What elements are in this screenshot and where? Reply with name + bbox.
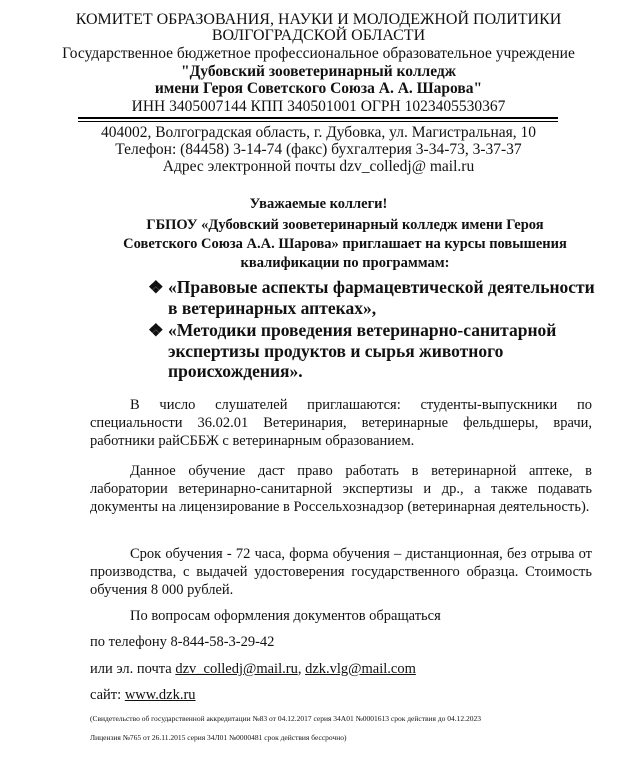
contacts-heading: По вопросам оформления документов обращаться xyxy=(130,608,441,624)
program-title: «Правовые аспекты фармацевтической деятельности в ветеринарных аптеках», xyxy=(168,277,595,318)
email-link-2[interactable]: dzk.vlg@mail.com xyxy=(305,661,416,677)
terms-paragraph: Срок обучения - 72 часа, форма обучения – дистанционная, без отрыва от производства, с выдачей удостоверения государственного образца. Стоимость обучения 8 000 рублей. xyxy=(90,546,592,598)
program-title: «Методики проведения ветеринарно-санитарной экспертизы продуктов и сырья животного происхождения». xyxy=(168,320,557,381)
header-college-hero: имени Героя Советского Союза А. А. Шарова" xyxy=(154,80,483,97)
email-prefix: или эл. почта xyxy=(90,661,176,677)
header-divider-thin xyxy=(78,121,558,122)
benefits-paragraph: Данное обучение даст право работать в ветеринарной аптеке, в лаборатории ветеринарно-санитарной экспертизы и др., а также подавать документы на лицензирование в Россельхознадзор (ветеринарная деятельность). xyxy=(90,463,592,515)
greeting: Уважаемые коллеги! xyxy=(249,196,388,212)
diamond-bullet-icon: ❖ xyxy=(148,277,164,297)
diamond-bullet-icon: ❖ xyxy=(148,320,164,340)
header-divider-thick xyxy=(78,117,558,119)
contact-phone: по телефону 8-844-58-3-29-42 xyxy=(90,634,275,650)
intro-line-1: ГБПОУ «Дубовский зооветеринарный колледж имени Героя xyxy=(146,217,544,233)
header-institution-type: Государственное бюджетное профессиональное образовательное учреждение xyxy=(62,45,575,62)
header-requisites: ИНН 3405007144 КПП 340501001 ОГРН 1023405530367 xyxy=(131,98,506,115)
email-separator: , xyxy=(297,661,306,677)
program-item xyxy=(148,277,608,318)
contact-emails xyxy=(90,660,416,678)
email-line: Адрес электронной почты dzv_colledj@ mail.ru xyxy=(162,158,475,175)
intro-text xyxy=(108,216,582,273)
site-prefix: сайт: xyxy=(90,687,125,703)
site-link[interactable]: www.dzk.ru xyxy=(124,687,196,703)
header-committee: КОМИТЕТ ОБРАЗОВАНИЯ, НАУКИ И МОЛОДЕЖНОЙ ПОЛИТИКИ xyxy=(75,11,562,28)
accreditation-note: (Свидетельство об государственной аккредитации №83 от 04.12.2017 серия 34А01 №0001613 срок действия до 04.12.2023 xyxy=(90,714,482,723)
intro-line-2: Советского Союза А.А. Шарова» приглашает на курсы повышения xyxy=(123,236,567,252)
license-note: Лицензия №765 от 26.11.2015 серия 34Л01 №0000481 срок действия бессрочно) xyxy=(90,733,347,742)
header-region: ВОЛГОГРАДСКОЙ ОБЛАСТИ xyxy=(211,27,426,44)
program-item xyxy=(148,320,608,382)
intro-line-3: квалификации по программам: xyxy=(240,255,450,271)
audience-paragraph: В число слушателей приглашаются: студенты-выпускники по специальности 36.02.01 Ветеринария, ветеринарные фельдшеры, врачи, работники райСББЖ с ветеринарным образованием. xyxy=(90,397,592,449)
header-college-name: "Дубовский зооветеринарный колледж xyxy=(181,63,456,80)
address-line: 404002, Волгоградская область, г. Дубовка, ул. Магистральная, 10 xyxy=(100,124,537,141)
phone-line: Телефон: (84458) 3-14-74 (факс) бухгалтерия 3-34-73, 3-37-37 xyxy=(115,141,522,158)
contact-site xyxy=(90,686,196,704)
email-link-1[interactable]: dzv_colledj@mail.ru xyxy=(175,661,298,677)
